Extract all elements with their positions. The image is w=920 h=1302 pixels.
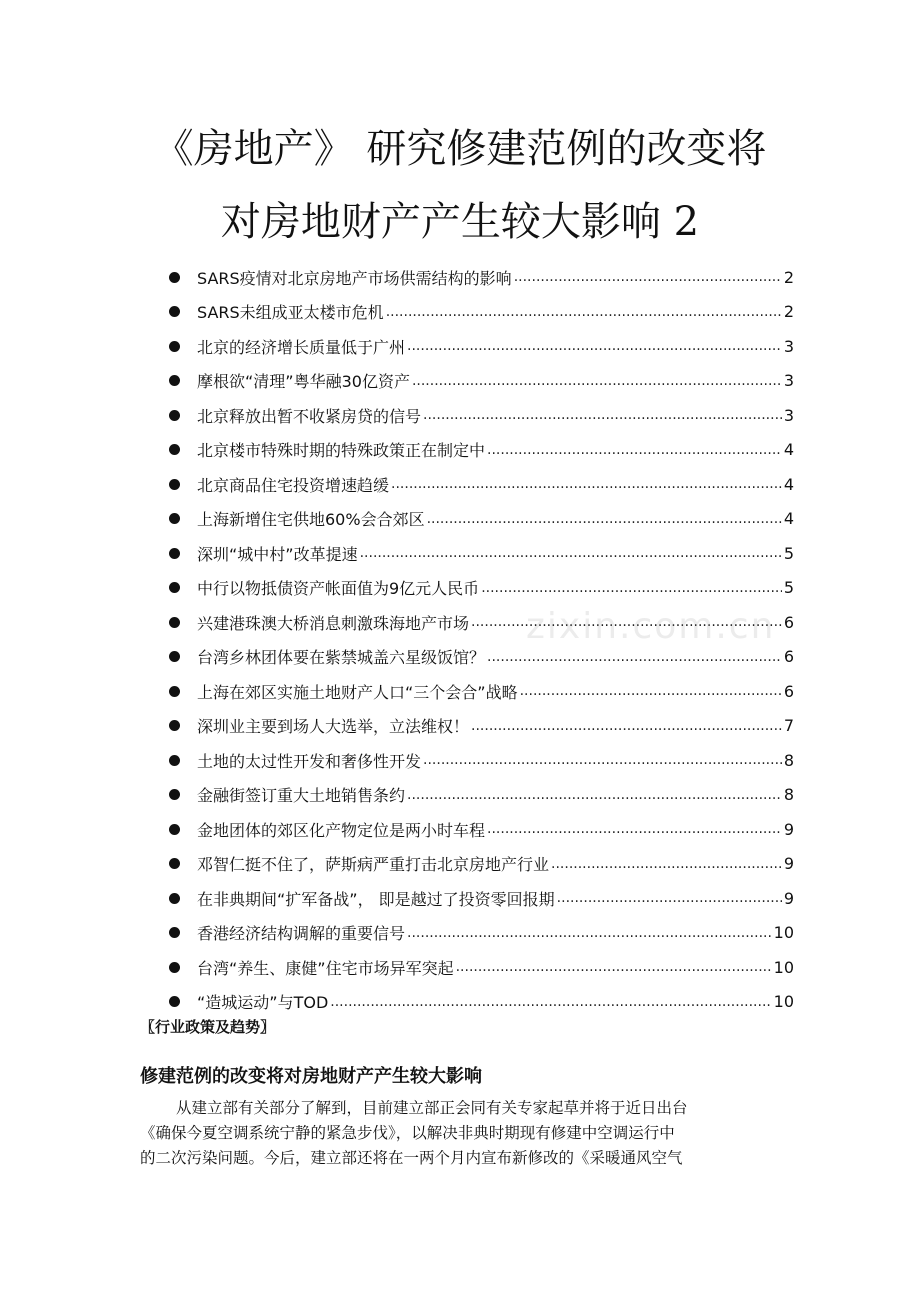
toc-item-page: 6	[783, 647, 794, 667]
bullet-icon	[169, 341, 180, 352]
body-line: 的二次污染问题。今后，建立部还将在一两个月内宣布新修改的《采暖通风空气	[140, 1149, 683, 1167]
bullet-icon	[169, 789, 180, 800]
toc-leader	[487, 647, 782, 667]
toc-item[interactable]	[168, 260, 794, 295]
toc-item-page: 2	[783, 267, 794, 287]
toc-item[interactable]	[168, 778, 794, 813]
toc-leader	[487, 819, 782, 839]
toc-item-page: 4	[783, 509, 794, 529]
toc-item-page: 6	[783, 612, 794, 632]
toc-item[interactable]	[168, 536, 794, 571]
toc-item[interactable]	[168, 847, 794, 882]
bullet-icon	[169, 444, 180, 455]
toc-item-page: 9	[783, 854, 794, 874]
toc-item-page: 9	[783, 888, 794, 908]
toc-item-page: 10	[773, 923, 794, 943]
bullet-icon	[169, 893, 180, 904]
toc-leader	[456, 957, 772, 977]
toc-leader	[360, 543, 782, 563]
bullet-icon	[169, 927, 180, 938]
toc-item-page: 8	[783, 750, 794, 770]
toc-item[interactable]	[168, 433, 794, 468]
body-line: 从建立部有关部分了解到，目前建立部正会同有关专家起草并将于近日出台	[176, 1099, 688, 1117]
toc-item-title: 深圳业主要到场人大选举，立法维权！	[197, 717, 470, 737]
toc-item-title: 北京商品住宅投资增速趋缓	[197, 475, 390, 495]
section-tag: 〖行业政策及趋势〗	[140, 1018, 276, 1036]
toc-item[interactable]	[168, 295, 794, 330]
toc-item-page: 10	[773, 992, 794, 1012]
toc-leader	[487, 440, 782, 460]
toc-item[interactable]	[168, 812, 794, 847]
bullet-icon	[169, 513, 180, 524]
toc-leader	[514, 267, 782, 287]
toc-item-title: 香港经济结构调解的重要信号	[197, 924, 406, 944]
toc-item[interactable]	[168, 950, 794, 985]
bullet-icon	[169, 375, 180, 386]
toc-item[interactable]	[168, 743, 794, 778]
bullet-icon	[169, 410, 180, 421]
bullet-icon	[169, 824, 180, 835]
toc-item-title: SARS未组成亚太楼市危机	[197, 303, 384, 323]
bullet-icon	[169, 272, 180, 283]
toc-item-title: 台湾乡林团体要在紫禁城盖六星级饭馆？	[197, 648, 486, 668]
toc-leader	[471, 716, 782, 736]
toc-item[interactable]	[168, 674, 794, 709]
toc-item-page: 4	[783, 440, 794, 460]
toc-item-page: 3	[783, 405, 794, 425]
toc-leader	[481, 578, 782, 598]
toc-item-title: SARS疫情对北京房地产市场供需结构的影响	[197, 268, 512, 288]
bullet-icon	[169, 720, 180, 731]
toc-leader	[520, 681, 782, 701]
toc-item-title: 北京的经济增长质量低于广州	[197, 337, 406, 357]
body-line: 《确保今夏空调系统宁静的紧急步伐》，以解决非典时期现有修建中空调运行中	[140, 1124, 675, 1142]
toc-item[interactable]	[168, 881, 794, 916]
toc-item[interactable]	[168, 467, 794, 502]
toc-item[interactable]	[168, 502, 794, 537]
toc-item-title: 台湾“养生、康健”住宅市场异军突起	[197, 958, 454, 978]
toc-item-title: 上海在郊区实施土地财产人口“三个会合”战略	[197, 682, 518, 702]
toc-leader	[407, 336, 782, 356]
toc-item-page: 3	[783, 336, 794, 356]
toc-item-page: 10	[773, 957, 794, 977]
toc-item[interactable]	[168, 398, 794, 433]
toc-item-page: 5	[783, 543, 794, 563]
toc-leader	[412, 371, 782, 391]
toc-item-title: 北京释放出暂不收紧房贷的信号	[197, 406, 422, 426]
bullet-icon	[169, 755, 180, 766]
toc-item[interactable]	[168, 985, 794, 1020]
toc-leader	[386, 302, 782, 322]
toc-item-title: 上海新增住宅供地60%会合郊区	[197, 510, 425, 530]
bullet-icon	[169, 548, 180, 559]
toc-leader	[551, 854, 782, 874]
toc-item-title: 邓智仁挺不住了，萨斯病严重打击北京房地产行业	[197, 855, 550, 875]
toc-item[interactable]	[168, 364, 794, 399]
document-title-line1: 《房地产》 研究修建范例的改变将	[153, 126, 767, 172]
toc-leader	[407, 923, 772, 943]
toc-item[interactable]	[168, 709, 794, 744]
toc-item-title: 金融街签订重大土地销售条约	[197, 786, 406, 806]
toc-item-title: 在非典期间“扩军备战”， 即是越过了投资零回报期	[197, 889, 555, 909]
toc-item-page: 4	[783, 474, 794, 494]
article-heading: 修建范例的改变将对房地财产产生较大影响	[140, 1066, 482, 1087]
toc-item-title: 深圳“城中村”改革提速	[197, 544, 358, 564]
bullet-icon	[169, 306, 180, 317]
bullet-icon	[169, 686, 180, 697]
bullet-icon	[169, 962, 180, 973]
toc-item-title: 金地团体的郊区化产物定位是两小时车程	[197, 820, 486, 840]
toc-item-title: 兴建港珠澳大桥消息刺激珠海地产市场	[197, 613, 470, 633]
toc-item-page: 2	[783, 302, 794, 322]
toc-item-title: 北京楼市特殊时期的特殊政策正在制定中	[197, 441, 486, 461]
toc-leader	[427, 509, 782, 529]
bullet-icon	[169, 479, 180, 490]
toc-item-title: 中行以物抵债资产帐面值为9亿元人民币	[197, 579, 480, 599]
toc-leader	[407, 785, 782, 805]
toc-item-page: 9	[783, 819, 794, 839]
toc-leader	[557, 888, 782, 908]
toc-item-page: 7	[783, 716, 794, 736]
toc-leader	[391, 474, 782, 494]
toc-item[interactable]	[168, 916, 794, 951]
toc-item-title: 摩根欲“清理”粤华融30亿资产	[197, 372, 410, 392]
toc-item-title: “造城运动”与TOD	[197, 993, 329, 1013]
toc-item-page: 3	[783, 371, 794, 391]
bullet-icon	[169, 996, 180, 1007]
toc-leader	[423, 405, 782, 425]
bullet-icon	[169, 651, 180, 662]
watermark: zixin.com.cn	[526, 606, 776, 647]
document-title-line2: 对房地财产产生较大影响 2	[220, 199, 700, 245]
toc-item-page: 6	[783, 681, 794, 701]
toc-item[interactable]	[168, 571, 794, 606]
bullet-icon	[169, 582, 180, 593]
toc-item[interactable]	[168, 329, 794, 364]
toc-item-page: 5	[783, 578, 794, 598]
toc-item-page: 8	[783, 785, 794, 805]
bullet-icon	[169, 858, 180, 869]
toc-leader	[423, 750, 782, 770]
toc-item-title: 土地的太过性开发和奢侈性开发	[197, 751, 422, 771]
article-body	[140, 1096, 780, 1171]
toc-leader	[330, 992, 771, 1012]
bullet-icon	[169, 617, 180, 628]
